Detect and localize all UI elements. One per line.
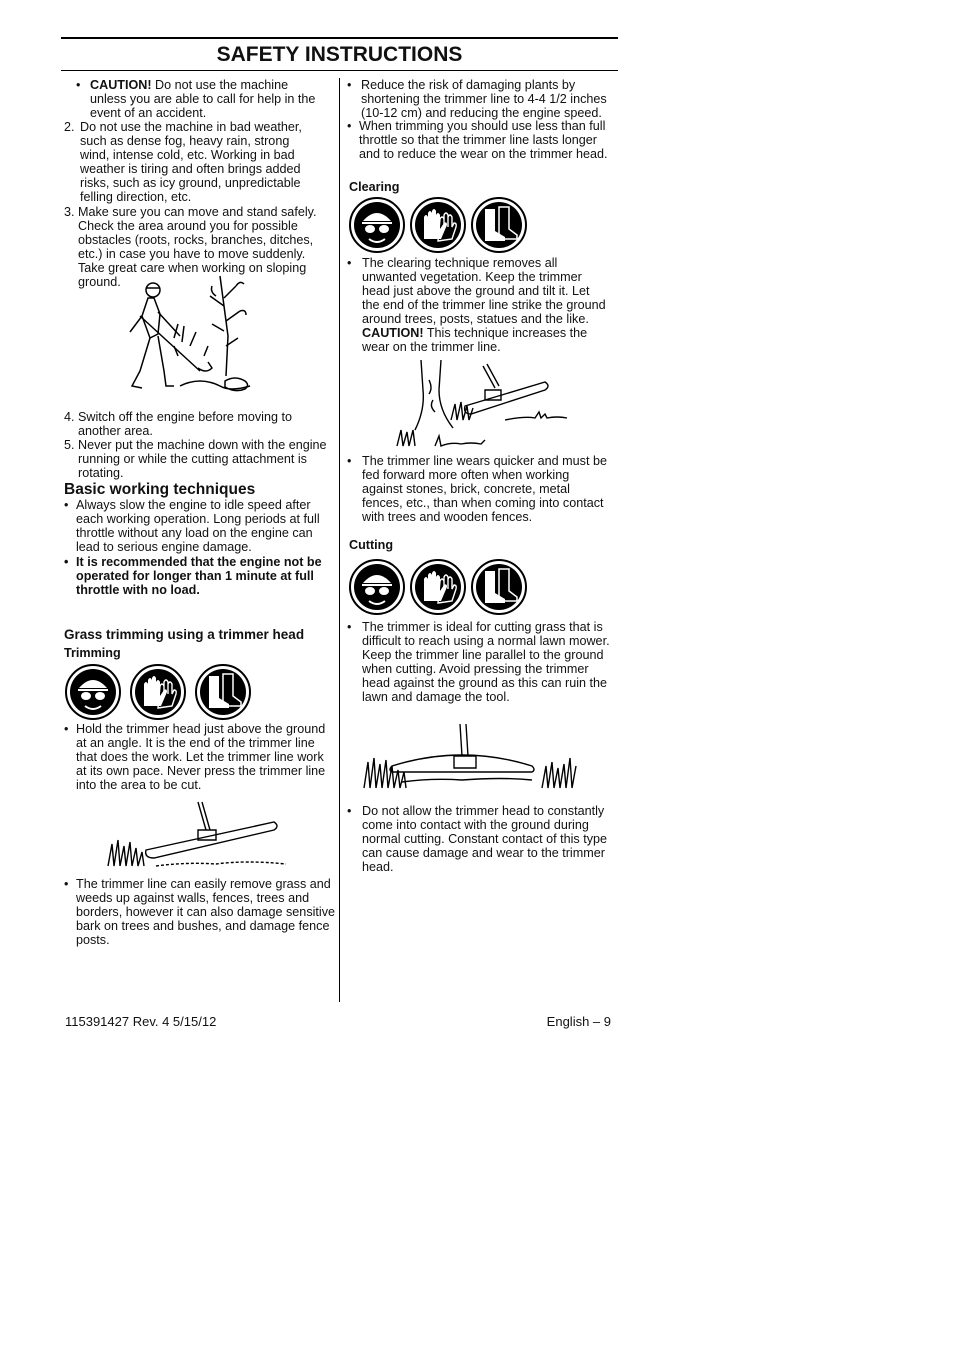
protective-helmet-icon [349, 197, 405, 253]
caution-text: Do not use the machine unless you are able to call for help in the event of an accident. [90, 78, 316, 120]
protective-boots-icon [471, 197, 527, 253]
cutting-illustration [362, 722, 592, 790]
clearing-illustration [395, 360, 585, 450]
caution-label: CAUTION! [362, 326, 424, 340]
bullet-text: The trimmer line can easily remove grass and weeds up against walls, fences, trees and borders, however it can also damage sensitive bark on trees and bushes, and damage fence posts. [76, 877, 336, 947]
list-item-text: Do not use the machine in bad weather, such as dense fog, heavy rain, strong wind, intense cold, etc. Working in bad weather is tiring and often brings added risks, such as icy ground, unpredictable felling direction, etc. [80, 120, 302, 204]
protective-boots-icon [471, 559, 527, 615]
cut-bullet-2 [347, 804, 609, 874]
protective-gloves-icon [410, 559, 466, 615]
clear-bullet-2 [347, 454, 611, 524]
operator-illustration [120, 276, 260, 401]
bullet: • [64, 877, 69, 891]
bullet: • [64, 722, 69, 736]
bullet-text: This technique increases the wear on the trimmer line. [362, 326, 588, 354]
header-rule-top [61, 37, 618, 39]
caution-label: CAUTION! [90, 78, 152, 92]
column-divider [339, 78, 340, 1002]
trimming-illustration [106, 800, 286, 870]
protective-gloves-icon [130, 664, 186, 720]
bullet-text: The trimmer line wears quicker and must be fed forward more often when working against stones, brick, concrete, metal fences, etc., than when coming into contact with trees and wooden fences. [362, 454, 607, 524]
bullet-text: The trimmer is ideal for cutting grass that is difficult to reach using a normal lawn mower. Keep the trimmer line parallel to the ground when cutting. Avoid pressing the trimmer head against the ground as this can ruin the lawn and damage the tool. [362, 620, 610, 704]
list-item-5 [64, 438, 336, 480]
list-number: 4. [64, 410, 75, 424]
basic-bullet-1 [64, 498, 334, 554]
list-number: 3. [64, 205, 75, 219]
protective-gloves-icon [410, 197, 466, 253]
protective-boots-icon [195, 664, 251, 720]
clear-bullet-1 [347, 256, 609, 354]
trimming-heading: Trimming [64, 646, 121, 660]
list-item-4 [64, 410, 320, 438]
bullet: • [347, 454, 352, 468]
bullet-text: Do not allow the trimmer head to constantly come into contact with the ground during normal cutting. Constant contact of this type can cause damage and wear to the trimmer head. [362, 804, 608, 874]
page-title: SAFETY INSTRUCTIONS [216, 43, 463, 66]
cut-bullet-1 [347, 620, 611, 704]
cutting-heading: Cutting [349, 538, 394, 552]
bullet: • [347, 256, 352, 270]
bullet: • [347, 119, 352, 133]
caution-bullet [76, 78, 326, 120]
trim-bullet-2 [64, 877, 336, 947]
page-number: English – 9 [546, 1014, 611, 1029]
bullet: • [347, 78, 352, 92]
list-number: 5. [64, 438, 75, 452]
list-item-text: Never put the machine down with the engine running or while the cutting attachment is rotating. [78, 438, 327, 480]
right-bullet-1 [347, 78, 617, 120]
bullet-text: Reduce the risk of damaging plants by shortening the trimmer line to 4-4 1/2 inches (10-12 cm) and reducing the engine speed. [361, 78, 607, 120]
list-item-text: Make sure you can move and stand safely. Check the area around you for possible obstacles (roots, rocks, branches, ditches, etc.) in case you have to move suddenly. Take great care when working on sloping ground. [78, 205, 317, 289]
bullet: • [64, 555, 69, 569]
bullet-text: Hold the trimmer head just above the ground at an angle. It is the end of the trimmer line that does the work. Let the trimmer line work at its own pace. Never press the trimmer line into the area to be cut. [76, 722, 326, 792]
bullet-text: The clearing technique removes all unwanted vegetation. Keep the trimmer head just above the ground and tilt it. Let the end of the trimmer line strike the ground around trees, posts, statues and the like. [362, 256, 606, 326]
grass-trimming-heading: Grass trimming using a trimmer head [64, 627, 305, 642]
bullet: • [347, 804, 352, 818]
document-id: 115391427 Rev. 4 5/15/12 [65, 1014, 217, 1029]
list-item-2 [64, 120, 320, 204]
bullet-text: When trimming you should use less than full throttle so that the trimmer line lasts longer and to reduce the wear on the trimmer head. [359, 119, 608, 161]
protective-helmet-icon [349, 559, 405, 615]
bullet: • [64, 498, 69, 512]
basic-bullet-2 [64, 555, 334, 597]
clearing-heading: Clearing [349, 180, 400, 194]
bullet: • [76, 78, 81, 92]
bullet-text: Always slow the engine to idle speed after each working operation. Long periods at full throttle without any load on the engine can lead to serious engine damage. [76, 498, 320, 554]
protective-helmet-icon [65, 664, 121, 720]
list-item-text: Switch off the engine before moving to another area. [78, 410, 292, 438]
header-rule-bottom [61, 70, 618, 71]
list-number: 2. [64, 120, 75, 134]
bullet-text: It is recommended that the engine not be operated for longer than 1 minute at full throttle with no load. [76, 555, 322, 597]
trim-bullet-1 [64, 722, 336, 792]
right-bullet-2 [347, 119, 611, 161]
bullet: • [347, 620, 352, 634]
basic-techniques-heading: Basic working techniques [64, 481, 256, 498]
